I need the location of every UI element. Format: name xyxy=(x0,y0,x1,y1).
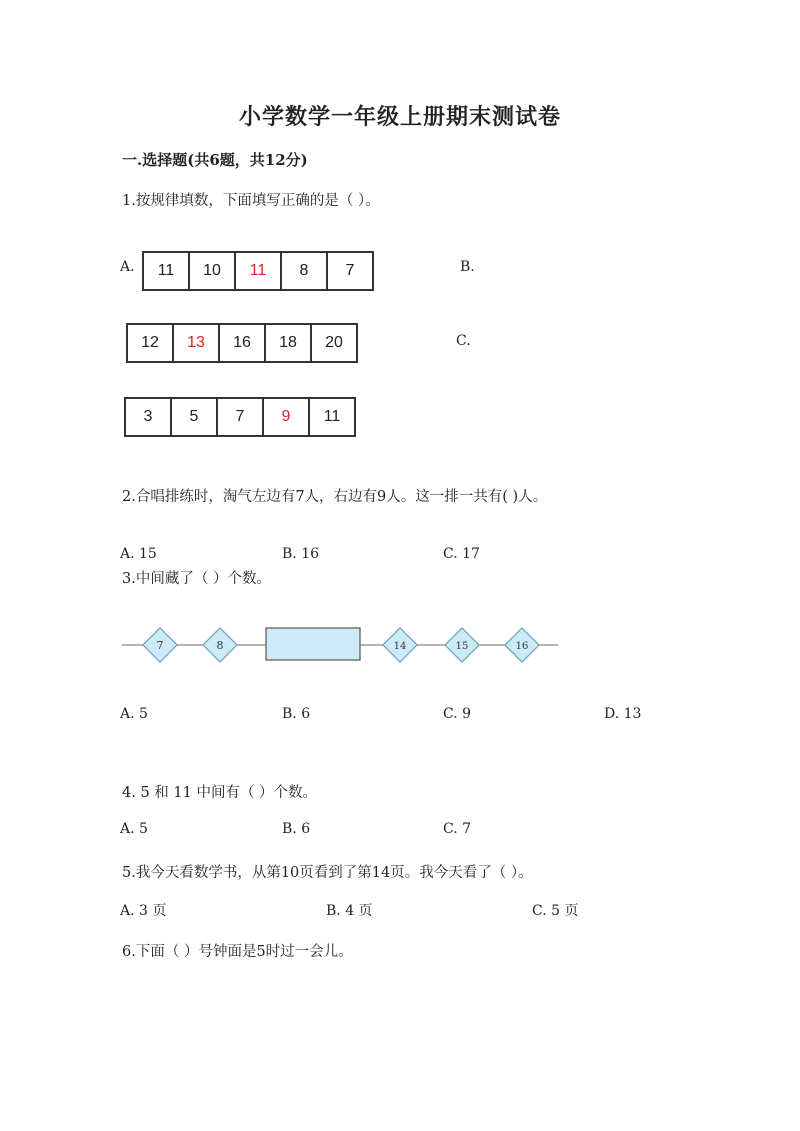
question-6: 6.下面（ ）号钟面是5时过一会儿。 xyxy=(122,944,353,960)
q3-option-b: B. 6 xyxy=(282,706,311,722)
q3-option-d: D. 13 xyxy=(604,706,642,722)
sequence-cell: 11 xyxy=(144,253,190,289)
sequence-cell: 7 xyxy=(218,399,264,435)
question-5: 5.我今天看数学书，从第10页看到了第14页。我今天看了（ ）。 xyxy=(122,865,533,881)
sequence-cell: 20 xyxy=(325,334,343,351)
sequence-cell: 18 xyxy=(266,325,312,361)
diamond-node xyxy=(383,628,417,662)
q3-number-line-diagram xyxy=(122,620,562,670)
diamond-label: 7 xyxy=(156,639,164,652)
question-4: 4. 5 和 11 中间有（ ）个数。 xyxy=(122,785,318,801)
q4-option-c: C. 7 xyxy=(443,821,472,837)
q2-option-c: C. 17 xyxy=(443,546,480,562)
q5-option-b: B. 4 页 xyxy=(326,903,373,919)
question-1: 1.按规律填数，下面填写正确的是（ ）。 xyxy=(122,193,380,209)
q1-option-b-label: B. xyxy=(460,259,475,275)
section-heading: 一.选择题(共6题，共12分) xyxy=(122,151,308,169)
diamond-node xyxy=(143,628,177,662)
q3-option-c: C. 9 xyxy=(443,706,472,722)
q5-option-c: C. 5 页 xyxy=(532,903,579,919)
q4-option-b: B. 6 xyxy=(282,821,311,837)
diamond-label: 16 xyxy=(515,641,529,652)
q1-option-a-label: A. xyxy=(120,259,135,275)
sequence-cell: 10 xyxy=(190,253,236,289)
page-title: 小学数学一年级上册期末测试卷 xyxy=(238,104,561,130)
q1-sequence-b xyxy=(126,323,358,363)
question-3: 3.中间藏了（ ）个数。 xyxy=(122,571,271,587)
q3-option-a: A. 5 xyxy=(120,706,148,722)
q5-option-a: A. 3 页 xyxy=(120,903,167,919)
sequence-cell: 12 xyxy=(128,325,174,361)
q2-option-b: B. 16 xyxy=(282,546,320,562)
q2-option-a: A. 15 xyxy=(120,546,157,562)
sequence-cell: 11 xyxy=(323,408,341,425)
sequence-cell-highlighted: 11 xyxy=(236,253,282,289)
question-2: 2.合唱排练时，淘气左边有7人，右边有9人。这一排一共有( )人。 xyxy=(122,489,548,505)
q1-option-c-label: C. xyxy=(456,333,471,349)
sequence-cell: 16 xyxy=(220,325,266,361)
sequence-cell: 7 xyxy=(345,262,355,279)
q1-sequence-c xyxy=(124,397,356,437)
sequence-cell: 5 xyxy=(172,399,218,435)
q1-sequence-a xyxy=(142,251,374,291)
diamond-node xyxy=(505,628,539,662)
diamond-label: 8 xyxy=(216,639,224,652)
sequence-cell-highlighted: 9 xyxy=(264,399,310,435)
sequence-cell: 8 xyxy=(282,253,328,289)
sequence-cell: 3 xyxy=(126,399,172,435)
diamond-node xyxy=(445,628,479,662)
q4-option-a: A. 5 xyxy=(120,821,148,837)
diamond-node xyxy=(203,628,237,662)
sequence-cell-highlighted: 13 xyxy=(174,325,220,361)
hidden-numbers-box xyxy=(266,628,360,660)
diamond-label: 14 xyxy=(393,641,407,652)
diamond-label: 15 xyxy=(455,641,469,652)
